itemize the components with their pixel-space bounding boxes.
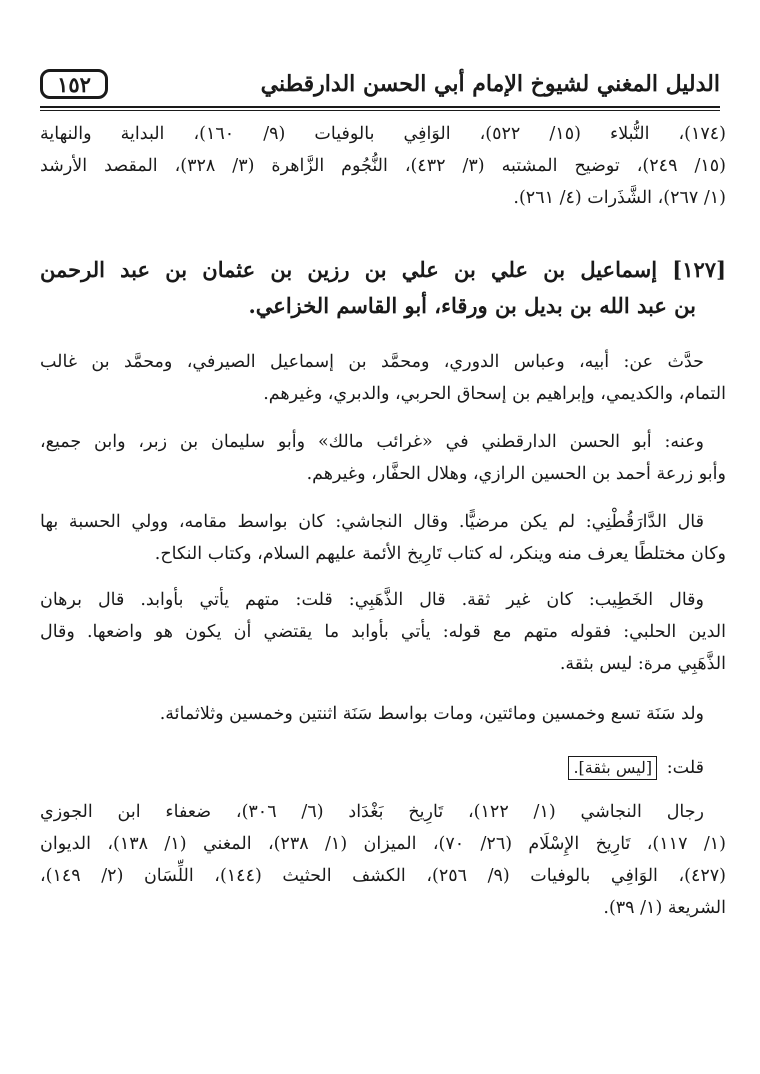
birth-death-paragraph	[40, 698, 726, 730]
paragraph-line: قال الدَّارَقُطْنِي: لم يكن مرضيًّا. وقال النجاشي: كان بواسط مقامه، وولي الحسبة بها	[40, 512, 704, 532]
running-title: الدليل المغني لشيوخ الإمام أبي الحسن الدارقطني	[260, 71, 720, 97]
reference-line: (١/ ٢٦٧)، الشَّذَرات (٤/ ٢٦١).	[513, 188, 726, 208]
paragraph-line: الذَّهَبِي مرة: ليس بثقة.	[559, 654, 726, 674]
previous-entry-references	[40, 118, 726, 214]
paragraph-line: التمام، والكديمي، وإبراهيم بن إسحاق الحربي، والدبري، وغيرهم.	[263, 384, 726, 404]
page-number: ١٥٢	[40, 69, 108, 99]
paragraph-line: وعنه: أبو الحسن الدارقطني في «غرائب مالك» وأبو سليمان بن زبر، وابن جميع،	[40, 432, 704, 452]
verdict-line	[40, 752, 726, 784]
narrators-paragraph	[40, 426, 726, 490]
page-header	[40, 62, 720, 106]
paragraph-line: حدَّث عن: أبيه، وعباس الدوري، ومحمَّد بن إسماعيل الصيرفي، ومحمَّد بن غالب	[40, 352, 704, 372]
paragraph-line: وأبو زرعة أحمد بن الحسين الرازي، وهلال الحفَّار، وغيرهم.	[306, 464, 726, 484]
khatib-opinion-paragraph	[40, 584, 726, 680]
reference-line: (١٧٤)، النُّبلاء (١٥/ ٥٢٢)، الوَافِي بالوفيات (٩/ ١٦٠)، البداية والنهاية	[40, 124, 726, 144]
reference-line: (١/ ١١٧)، تَارِيخ الإِسْلَام (٢٦/ ٧٠)، الميزان (١/ ٢٣٨)، المغني (١/ ١٣٨)، الديوان	[40, 834, 726, 854]
entry-title-line: [١٢٧] إسماعيل بن علي بن علي بن رزين بن عثمان بن عبد الرحمن	[40, 257, 726, 282]
reference-line: رجال النجاشي (١/ ١٢٢)، تَارِيخ بَغْدَاد (٦/ ٣٠٦)، ضعفاء ابن الجوزي	[40, 802, 705, 822]
entry-title-line: بن عبد الله بن بديل بن ورقاء، أبو القاسم الخزاعي.	[248, 293, 696, 318]
entry-title	[40, 252, 726, 324]
paragraph-line: الدين الحلبي: فقوله متهم مع قوله: يأتي بأوابد ما يقتضي أن يكون هو واضعها. وقال	[40, 622, 726, 642]
reference-line: (٤٢٧)، الوَافِي بالوفيات (٩/ ٢٥٦)، الكشف الحثيث (١٤٤)، اللِّسَان (٢/ ١٤٩)،	[40, 866, 726, 886]
header-rule	[40, 106, 720, 111]
reference-line: (١٥/ ٢٤٩)، توضيح المشتبه (٣/ ٤٣٢)، النُّجُوم الزَّاهرة (٣/ ٣٢٨)، المقصد الأرشد	[40, 156, 726, 176]
paragraph-line: وكان مختلطًا يعرف منه وينكر، له كتاب تَارِيخ الأئمة عليهم السلام، وكتاب النكاح.	[154, 544, 726, 564]
paragraph-line: ولد سَنَة تسع وخمسين ومائتين، ومات بواسط سَنَة اثنتين وخمسين وثلاثمائة.	[159, 704, 704, 724]
verdict-text: [ليس بثقة].	[568, 756, 657, 780]
narrated-from-paragraph	[40, 346, 726, 410]
entry-references	[40, 796, 726, 924]
paragraph-line: وقال الخَطِيب: كان غير ثقة. قال الذَّهَبِي: قلت: متهم يأتي بأوابد. قال برهان	[40, 590, 704, 610]
reference-line: الشريعة (١/ ٣٩).	[603, 898, 726, 918]
verdict	[40, 752, 726, 784]
verdict-label: قلت:	[666, 758, 704, 778]
daraqutni-opinion-paragraph	[40, 506, 726, 570]
